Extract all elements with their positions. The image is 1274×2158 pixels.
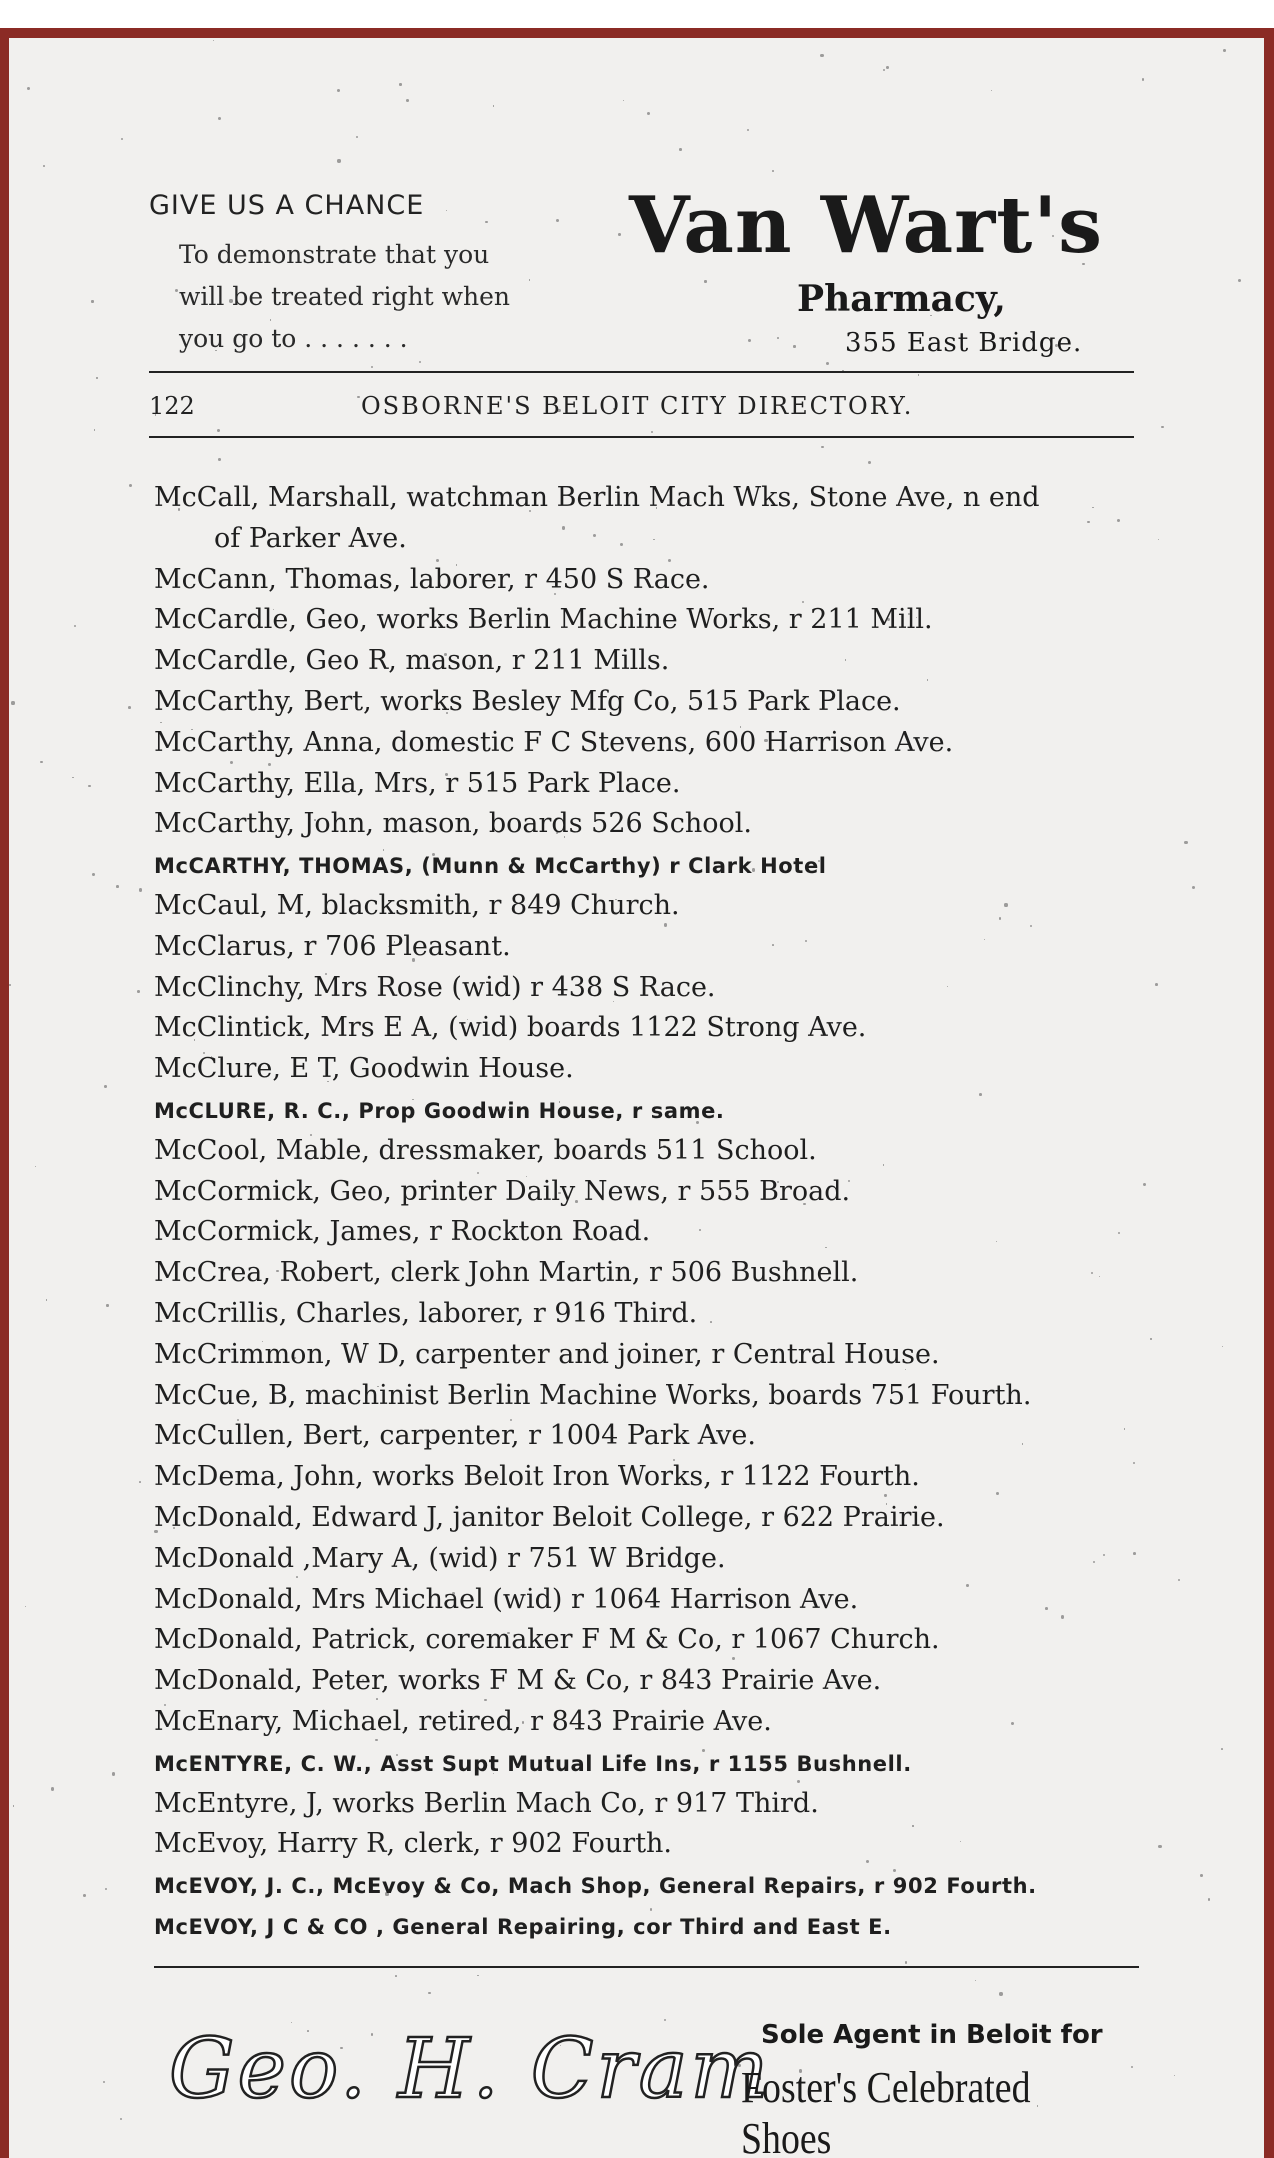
directory-entry: McCue, B, machinist Berlin Machine Works, boards 751 Fourth. [154, 1379, 1032, 1411]
directory-page [0, 28, 1274, 2158]
agent-tagline: Sole Agent in Beloit for [761, 2020, 1103, 2050]
pharmacy-subtitle: Pharmacy, [797, 278, 1006, 320]
merchant-name: Geo. H. Cram [169, 2022, 772, 2117]
directory-entry: McCarthy, Anna, domestic F C Stevens, 600 Harrison Ave. [154, 726, 954, 758]
page-number: 122 [149, 392, 195, 420]
directory-entry: McDonald, Patrick, coremaker F M & Co, r 1067 Church. [154, 1624, 940, 1656]
directory-entry: McEVOY, J. C., McEvoy & Co, Mach Shop, General Repairs, r 902 Fourth. [154, 1874, 1037, 1899]
directory-entry: McEVOY, J C & CO , General Repairing, cor Third and East E. [154, 1915, 892, 1939]
directory-entry: McENTYRE, C. W., Asst Supt Mutual Life Ins, r 1155 Bushnell. [154, 1751, 912, 1776]
directory-entry: McCARTHY, THOMAS, (Munn & McCarthy) r Clark Hotel [154, 854, 827, 879]
directory-entry: McCormick, James, r Rockton Road. [154, 1216, 651, 1248]
ad-body-line: you go to . . . . . . . [179, 324, 408, 353]
directory-entry: McDonald, Peter, works F M & Co, r 843 Prairie Ave. [154, 1665, 882, 1697]
directory-entry: McCrimmon, W D, carpenter and joiner, r Central House. [154, 1338, 940, 1370]
pharmacy-brand: Van Wart's [629, 180, 1104, 271]
directory-entry: McCormick, Geo, printer Daily News, r 555 Broad. [154, 1175, 851, 1207]
directory-entry: McCullen, Bert, carpenter, r 1004 Park Ave. [154, 1420, 756, 1452]
directory-entry: McEvoy, Harry R, clerk, r 902 Fourth. [154, 1828, 673, 1860]
directory-entry: McCardle, Geo, works Berlin Machine Works, r 211 Mill. [154, 604, 933, 636]
shoe-product: Foster's Celebrated Shoes [741, 2063, 1031, 2158]
directory-entry: McCool, Mable, dressmaker, boards 511 School. [154, 1134, 817, 1166]
directory-title: OSBORNE'S BELOIT CITY DIRECTORY. [361, 392, 914, 420]
directory-entry: McClintick, Mrs E A, (wid) boards 1122 Strong Ave. [154, 1012, 867, 1044]
header-divider [149, 436, 1134, 438]
top-divider [149, 371, 1134, 373]
directory-entry: McDonald, Edward J, janitor Beloit College, r 622 Prairie. [154, 1502, 945, 1533]
running-header [149, 392, 1139, 432]
directory-entry: McDonald ,Mary A, (wid) r 751 W Bridge. [154, 1542, 726, 1574]
directory-entry: McCaul, M, blacksmith, r 849 Church. [154, 890, 680, 921]
bottom-advertisement [149, 1958, 1149, 2158]
directory-entry: McClinchy, Mrs Rose (wid) r 438 S Race. [154, 971, 716, 1003]
directory-entry: McClure, E T, Goodwin House. [154, 1053, 574, 1085]
directory-entry: McEnary, Michael, retired, r 843 Prairie Ave. [154, 1706, 772, 1737]
directory-entry: McCrea, Robert, clerk John Martin, r 506 Bushnell. [154, 1257, 859, 1289]
directory-entry: McCrillis, Charles, laborer, r 916 Third. [154, 1298, 698, 1329]
entry-continuation: of Parker Ave. [214, 522, 407, 554]
directory-entry: McCarthy, Bert, works Besley Mfg Co, 515 Park Place. [154, 686, 901, 717]
directory-entry: McCarthy, Ella, Mrs, r 515 Park Place. [154, 767, 681, 799]
directory-entry: McCardle, Geo R, mason, r 211 Mills. [154, 645, 670, 677]
directory-entry: McCLURE, R. C., Prop Goodwin House, r same. [154, 1099, 725, 1123]
directory-entry: McDema, John, works Beloit Iron Works, r 1122 Fourth. [154, 1461, 920, 1493]
ad-body-line: To demonstrate that you [179, 240, 490, 269]
pharmacy-address: 355 East Bridge. [845, 328, 1083, 358]
ad-headline: GIVE US A CHANCE [149, 190, 425, 221]
directory-entry: McCann, Thomas, laborer, r 450 S Race. [154, 563, 710, 595]
directory-entry: McClarus, r 706 Pleasant. [154, 930, 511, 962]
directory-entry: McEntyre, J, works Berlin Mach Co, r 917 Third. [154, 1787, 819, 1819]
ad-body-line: will be treated right when [179, 282, 511, 311]
top-advertisement [149, 150, 1139, 366]
ad-body [179, 234, 510, 360]
directory-entry: McCarthy, John, mason, boards 526 School. [154, 808, 753, 840]
directory-entry: McDonald, Mrs Michael (wid) r 1064 Harrison Ave. [154, 1583, 859, 1615]
directory-entry: McCall, Marshall, watchman Berlin Mach Wks, Stone Ave, n end [154, 482, 1040, 513]
